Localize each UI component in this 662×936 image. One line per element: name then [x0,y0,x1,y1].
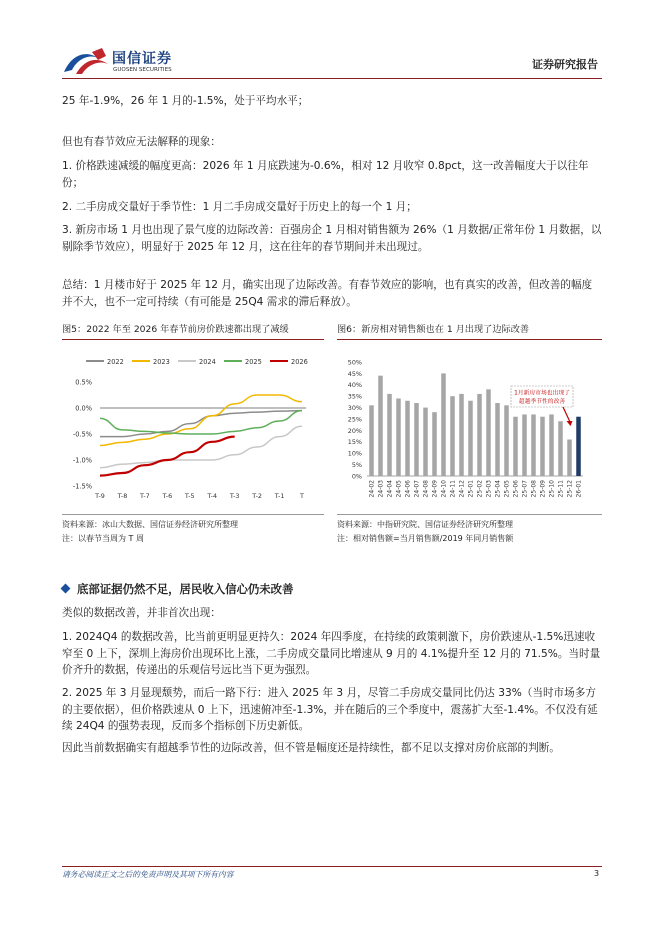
y-tick-label: -1.0% [72,456,92,465]
fig5-line-chart [62,348,324,512]
page-number: 3 [594,869,600,878]
bar-24-06 [405,401,410,476]
x-tick-label: T-8 [117,492,128,500]
x-tick-label: 25-08 [530,480,538,498]
section-paragraph-0: 类似的数据改善，并非首次出现： [62,607,221,619]
x-tick-label: 24-10 [440,480,448,498]
x-tick-label: 24-03 [377,480,385,498]
series-line-2022 [100,411,302,437]
x-tick-label: 24-02 [368,480,376,498]
fig5-title: 图5：2022 年至 2026 年春节前房价跌速都出现了减缓 [62,324,289,335]
bar-24-07 [414,403,419,476]
y-tick-label: 45% [347,369,362,378]
x-tick-label: T-9 [95,492,105,500]
fig5-source: 资料来源：冰山大数据、国信证券经济研究所整理 [62,520,238,529]
annotation-text-line1: 1月新房市场也出现了 [514,390,570,397]
x-tick-label: 25-07 [521,480,529,498]
bar-24-11 [450,396,455,476]
y-tick-label: 30% [347,404,362,412]
x-tick-label: 25-02 [476,480,484,498]
logo-cn-text: 国信证券 [112,51,172,67]
x-tick-label: 24-06 [404,480,412,498]
fig5-note: 注：以春节当周为 T 周 [62,534,144,543]
x-tick-label: T [300,492,304,500]
fig6-bottom-divider [337,514,602,515]
legend-label-2022: 2022 [107,358,124,366]
bar-25-12 [567,440,572,476]
fig6-title-divider [337,339,602,340]
y-tick-label: 25% [347,415,362,424]
y-tick-label: 0.0% [75,404,92,413]
x-tick-label: 25-05 [503,480,511,498]
x-tick-label: T-7 [140,492,150,500]
bar-26-01 [576,417,581,476]
y-tick-label: 0.5% [75,378,92,387]
y-tick-label: -1.5% [72,482,92,491]
x-tick-label: 25-11 [557,480,565,498]
fig6-note: 注：相对销售额=当月销售额/2019 年同月销售额 [337,534,514,543]
x-tick-label: 24-04 [386,480,394,498]
footer-disclaimer: 请务必阅读正文之后的免责声明及其项下所有内容 [62,870,234,879]
x-tick-label: 25-10 [548,480,556,498]
x-tick-label: 24-05 [395,480,403,498]
paragraph-5: 总结：1 月楼市好于 2025 年 12 月，确实出现了边际改善。有春节效应的影响，也有真实的改善，但改善的幅度并不大，也不一定可持续（有可能是 25Q4 需求的滞后释放）。 [62,279,593,308]
y-tick-label: 20% [347,426,362,435]
x-tick-label: 25-12 [566,480,574,498]
bar-24-03 [378,376,383,476]
annotation-arrow-head-icon [567,421,573,426]
x-tick-label: 24-12 [458,480,466,498]
paragraph-2: 1. 价格跌速减缓的幅度更高：2026 年 1 月底跌速为-0.6%，相对 12 月收窄 0.8pct，这一改善幅度大于以往年份； [62,160,589,189]
y-tick-label: 40% [347,381,362,390]
fig5-bottom-divider [62,514,324,515]
bar-25-05 [504,405,509,476]
bar-24-02 [369,405,374,476]
fig6-source: 资料来源：中指研究院、国信证券经济研究所整理 [337,520,513,529]
legend-label-2024: 2024 [199,358,216,366]
x-tick-label: 24-07 [413,480,421,498]
bar-25-02 [477,394,482,476]
x-tick-label: T-4 [207,492,218,500]
bar-25-07 [522,414,527,476]
x-tick-label: 24-08 [422,480,430,498]
bar-25-04 [495,403,500,476]
paragraph-4: 3. 新房市场 1 月也出现了景气度的边际改善：百强房企 1 月相对销售额为 26%（1 月数据/正常年份 1 月数据，以剔除季节效应），明显好于 2025 年 12 月，这在往年的春节期间并未出现过。 [62,224,602,253]
bar-24-09 [432,412,437,476]
x-tick-label: 24-09 [431,480,439,498]
paragraph-3: 2. 二手房成交量好于季节性：1 月二手房成交量好于历史上的每一个 1 月； [62,201,417,213]
y-tick-label: 50% [347,358,362,367]
section-paragraph-3: 因此当前数据确实有超越季节性的边际改善，但不管是幅度还是持续性，都不足以支撑对房价底部的判断。 [62,742,560,754]
y-tick-label: 10% [347,449,362,458]
guosen-logo-icon [62,46,110,76]
bar-24-10 [441,373,446,476]
bar-25-11 [558,421,563,476]
x-tick-label: T-6 [162,492,173,500]
y-tick-label: 5% [351,461,362,469]
annotation-arrow-line [563,407,571,423]
y-tick-label: 15% [347,438,362,447]
annotation-text-line2: 超越季节性的改善 [518,399,566,405]
bar-24-04 [387,394,392,476]
x-tick-label: T-1 [274,492,285,500]
x-tick-label: 25-04 [494,480,502,498]
bar-24-12 [459,394,464,476]
legend-label-2025: 2025 [245,358,262,366]
y-tick-label: -0.5% [72,430,92,439]
bar-25-01 [468,401,473,476]
x-tick-label: 25-03 [485,480,493,498]
section-title-text: 底部证据仍然不足，居民收入信心仍未改善 [77,582,294,596]
legend-label-2026: 2026 [291,358,308,366]
bar-25-09 [540,417,545,476]
fig6-bar-chart [337,348,602,512]
x-tick-label: T-3 [229,492,240,500]
paragraph-1: 但也有春节效应无法解释的现象： [62,136,221,148]
logo-en-text: GUOSEN SECURITIES [113,67,172,73]
section-paragraph-2: 2. 2025 年 3 月显现颓势，而后一路下行：进入 2025 年 3 月，尽管二手房成交量同比仍达 33%（当时市场多方的主要依据），但价格跌速从 0 上下，迅速俯冲至-1.3%，并在随后的三个季度中，震荡扩大至-1.4%。不仅没有延续 24Q4 的强势表现，反而多个指标创下历史新低。 [62,687,598,732]
y-tick-label: 35% [347,392,362,401]
x-tick-label: 25-01 [467,480,475,498]
x-tick-label: 25-09 [539,480,547,498]
bar-25-08 [531,414,536,476]
bar-25-10 [549,414,554,476]
x-tick-label: T-2 [252,492,262,500]
header-divider [62,78,602,79]
footer-divider [62,866,602,867]
x-tick-label: 25-06 [512,480,520,498]
x-tick-label: 24-11 [449,480,457,498]
y-tick-label: 0% [351,472,362,481]
paragraph-0: 25 年-1.9%，26 年 1 月的-1.5%，处于平均水平； [62,95,309,107]
x-tick-label: 26-01 [575,480,583,498]
bar-25-06 [513,417,518,476]
fig6-title: 图6：新房相对销售额也在 1 月出现了边际改善 [337,324,530,335]
diamond-bullet-icon [61,584,71,594]
x-tick-label: T-5 [184,492,195,500]
bar-24-08 [423,408,428,476]
fig5-title-divider [62,339,324,340]
legend-label-2023: 2023 [153,358,170,366]
bar-25-03 [486,389,491,476]
section-title [62,581,293,597]
bar-24-05 [396,398,401,476]
section-paragraph-1: 1. 2024Q4 的数据改善，比当前更明显更持久：2024 年四季度，在持续的政策刺激下，房价跌速从-1.5%迅速收窄至 0 上下，深圳上海房价出现环比上涨，二手房成交量同比增速从 9 月的 4.1%提升至 12 月的 71.5%。当时量价齐升的数据，传递出的乐观信号远比当下更为强烈。 [62,631,601,676]
report-type: 证券研究报告 [532,58,598,71]
